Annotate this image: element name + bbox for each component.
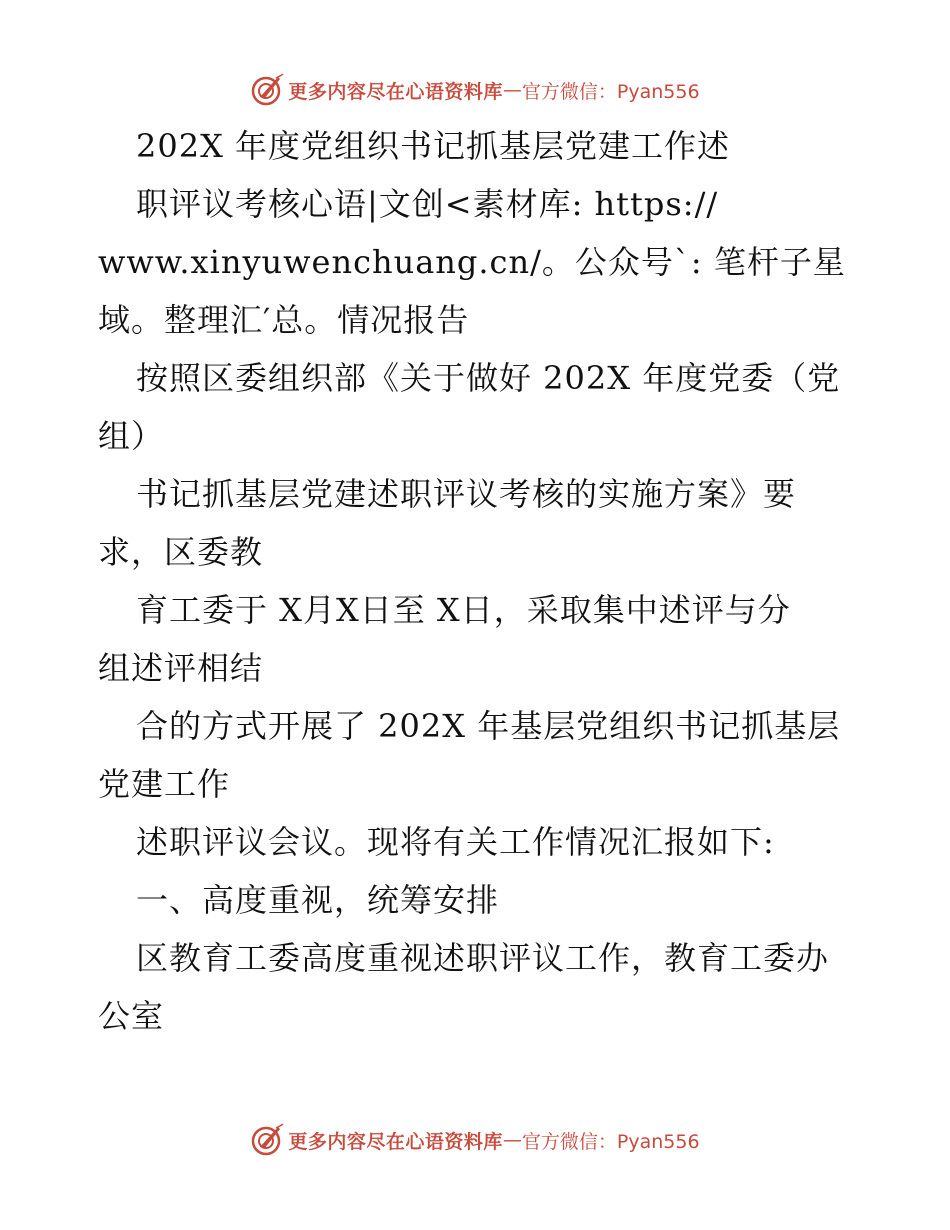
document-body xyxy=(98,117,858,1045)
footer-banner xyxy=(0,1120,950,1160)
banner-wechat: 官方微信：Pyan556 xyxy=(521,80,700,103)
text-line: 按照区委组织部《关于做好 202X 年度党委（党 xyxy=(136,359,841,397)
text-line: 域。整理汇′总。情况报告 xyxy=(98,301,470,339)
banner-title: 更多内容尽在心语资料库 xyxy=(288,1130,503,1153)
text-line: 书记抓基层党建述职评议考核的实施方案》要 xyxy=(136,475,797,513)
section-heading: 一、高度重视，统筹安排 xyxy=(136,881,500,919)
header-banner xyxy=(0,70,950,110)
quill-logo-icon xyxy=(250,1123,284,1157)
text-line: 述职评议会议。现将有关工作情况汇报如下: xyxy=(136,823,775,861)
text-line: 公室 xyxy=(98,997,165,1035)
text-line: www.xinyuwenchuang.cn/。公众号`: 笔杆子星 xyxy=(98,243,846,281)
text-line: 组述评相结 xyxy=(98,649,264,687)
text-line: 育工委于 X月X日至 X日，采取集中述评与分 xyxy=(136,591,791,629)
text-line: 202X 年度党组织书记抓基层党建工作述 xyxy=(136,127,731,165)
text-line: 组） xyxy=(98,417,165,455)
banner-separator: — xyxy=(502,1129,522,1151)
banner-title: 更多内容尽在心语资料库 xyxy=(288,80,503,103)
banner-wechat: 官方微信：Pyan556 xyxy=(521,1130,700,1153)
text-line: 求，区委教 xyxy=(98,533,264,571)
text-line: 合的方式开展了 202X 年基层党组织书记抓基层 xyxy=(136,707,841,745)
text-line: 职评议考核心语|文创<素材库: https:// xyxy=(136,185,719,223)
text-line: 区教育工委高度重视述职评议工作，教育工委办 xyxy=(136,939,830,977)
quill-logo-icon xyxy=(250,73,284,107)
banner-separator: — xyxy=(502,79,522,101)
text-line: 党建工作 xyxy=(98,765,231,803)
